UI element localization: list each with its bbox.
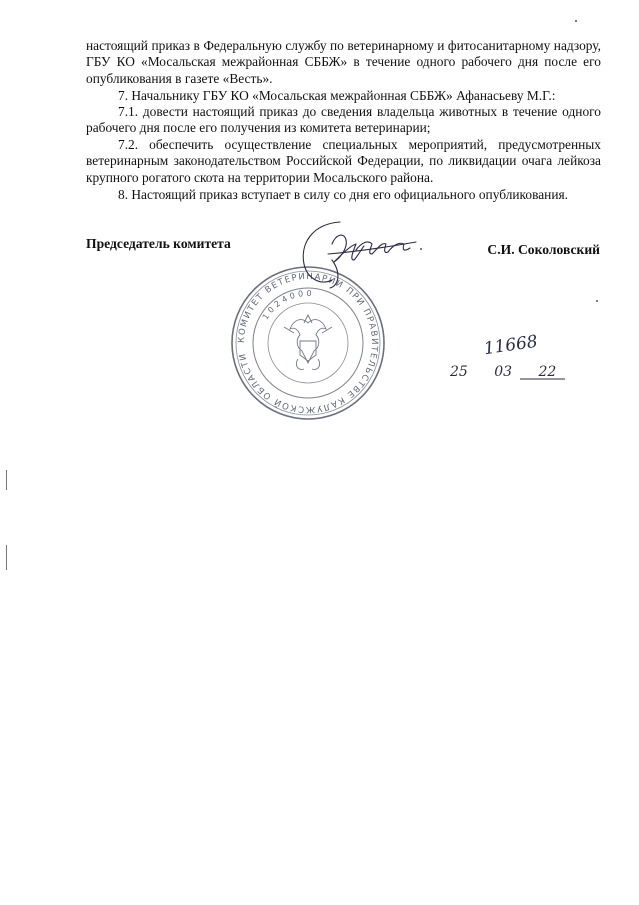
scan-margin-mark (6, 470, 7, 490)
coat-of-arms-icon (284, 315, 332, 369)
signer-title: Председатель комитета (86, 236, 231, 251)
scan-margin-mark (6, 545, 7, 570)
handwritten-date: 25 03 22 (450, 364, 557, 380)
stamp-outer-text: КОМИТЕТ ВЕТЕРИНАРИИ ПРИ ПРАВИТЕЛЬСТВЕ КАЛУЖСКОЙ ОБЛАСТИ (236, 271, 380, 415)
scan-speck (596, 300, 598, 302)
paragraph-continuation: настоящий приказ в Федеральную службу по ветеринарному и фитосанитарному надзору, ГБУ КО «Мосальская межрайонная СББЖ» в течение одного рабочего дня после его опубликования в газете «Весть». (86, 38, 601, 86)
stamp-inner-number: 1024000 (260, 288, 315, 322)
handwritten-registration-icon (440, 330, 580, 390)
paragraph-item-8: 8. Настоящий приказ вступает в силу со дня его официального опубликования. (118, 187, 568, 202)
handwritten-signature-icon (292, 214, 422, 294)
scan-speck (575, 20, 577, 22)
paragraph-item-7: 7. Начальнику ГБУ КО «Мосальская межрайонная СББЖ» Афанасьеву М.Г.: (118, 88, 556, 103)
signer-name: С.И. Соколовский (487, 242, 600, 257)
scan-speck (420, 248, 422, 250)
paragraph-item-7-1: 7.1. довести настоящий приказ до сведения владельца животных в течение одного рабочего дня после его получения из комитета ветеринарии; (86, 104, 601, 136)
paragraph-item-7-2: 7.2. обеспечить осуществление специальных мероприятий, предусмотренных ветеринарным законодательством Российской Федерации, по ликвидации очага лейкоза крупного рогатого скота на территории Мосальского района. (86, 137, 601, 185)
handwritten-number: 11668 (482, 331, 539, 360)
